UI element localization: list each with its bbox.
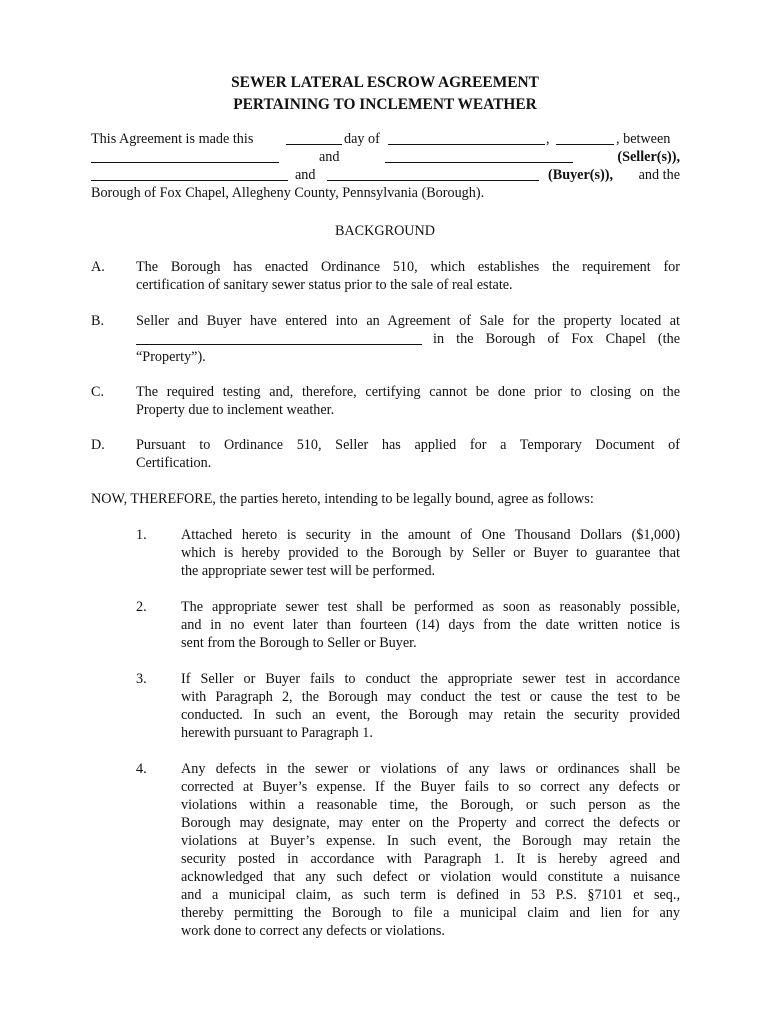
paragraph-text — [181, 526, 680, 580]
text-line: sent from the Borough to Seller or Buyer. — [181, 635, 417, 651]
item-text — [136, 436, 680, 472]
intro-paragraph — [91, 130, 680, 202]
text-line: work done to correct any defects or violations. — [181, 923, 445, 939]
paragraph-text — [181, 670, 680, 742]
text-line: thereby permitting the Borough to file a municipal claim and lien for any — [181, 905, 680, 921]
day-blank[interactable] — [286, 130, 342, 145]
text-line: the appropriate sewer test will be performed. — [181, 563, 436, 579]
text-line: “Property”). — [136, 349, 206, 365]
intro-between: , between — [616, 131, 671, 147]
buyer-2-blank[interactable] — [327, 166, 539, 181]
text-line: in the Borough of Fox Chapel (the — [433, 331, 680, 347]
text-line: with Paragraph 2, the Borough may conduct the test or cause the test to be — [181, 689, 680, 705]
intro-made-this: This Agreement is made this — [91, 131, 254, 147]
document-title — [0, 72, 770, 116]
text-line: Borough may designate, may enter on the Property and correct the defects or — [181, 815, 680, 831]
text-line: conducted. In such an event, the Borough may retain the security provided — [181, 707, 680, 723]
property-address-blank[interactable] — [136, 330, 422, 345]
intro-line-4: Borough of Fox Chapel, Allegheny County, Pennsylvania (Borough). — [91, 185, 485, 201]
text-line: certification of sanitary sewer status prior to the sale of real estate. — [136, 277, 513, 293]
item-marker: C. — [91, 384, 105, 400]
item-marker: D. — [91, 437, 105, 453]
text-line: Any defects in the sewer or violations of any laws or ordinances shall be — [181, 761, 680, 777]
text-line: which is hereby provided to the Borough by Seller or Buyer to guarantee that — [181, 545, 680, 561]
text-line: The required testing and, therefore, certifying cannot be done prior to closing on the — [136, 384, 680, 400]
text-line: corrected at Buyer’s expense. If the Buyer fails to so correct any defects or — [181, 779, 680, 795]
text-line: Attached hereto is security in the amount of One Thousand Dollars ($1,000) — [181, 527, 680, 543]
month-blank[interactable] — [388, 130, 545, 145]
text-line: If Seller or Buyer fails to conduct the appropriate sewer test in accordance — [181, 671, 680, 687]
paragraph-text — [181, 598, 680, 652]
text-line: violations within a reasonable time, the Borough, or such person as the — [181, 797, 680, 813]
text-line: and in no event later than fourteen (14) days from the date written notice is — [181, 617, 680, 633]
buyer-label: (Buyer(s)), — [548, 167, 614, 183]
text-line: acknowledged that any such defect or violation would constitute a nuisance — [181, 869, 680, 885]
intro-line-2 — [91, 148, 680, 166]
seller-2-blank[interactable] — [385, 148, 573, 163]
buyer-1-blank[interactable] — [91, 166, 288, 181]
text-line: The appropriate sewer test shall be performed as soon as reasonably possible, — [181, 599, 680, 615]
seller-1-blank[interactable] — [91, 148, 279, 163]
paragraph-text — [181, 760, 680, 940]
title-line-2: PERTAINING TO INCLEMENT WEATHER — [233, 96, 537, 113]
item-text — [136, 312, 680, 366]
intro-line-1 — [91, 130, 680, 148]
text-line: Pursuant to Ordinance 510, Seller has applied for a Temporary Document of — [136, 437, 680, 453]
text-line: Seller and Buyer have entered into an Agreement of Sale for the property located at — [136, 313, 680, 329]
item-text — [136, 383, 680, 419]
item-marker: B. — [91, 313, 105, 329]
item-marker: A. — [91, 259, 105, 275]
intro-and-1: and — [319, 149, 340, 165]
intro-day-of: day of — [344, 131, 380, 147]
now-therefore-lead: NOW, THEREFORE — [91, 491, 213, 507]
intro-and-the: and the — [638, 167, 680, 183]
intro-line-3 — [91, 166, 680, 184]
background-heading: BACKGROUND — [334, 223, 436, 239]
item-text — [136, 258, 680, 294]
intro-comma: , — [546, 131, 550, 147]
text-line: The Borough has enacted Ordinance 510, which establishes the requirement for — [136, 259, 680, 275]
seller-label: (Seller(s)), — [617, 149, 680, 165]
text-line: herewith pursuant to Paragraph 1. — [181, 725, 373, 741]
paragraph-marker: 1. — [136, 527, 147, 543]
text-line: Property due to inclement weather. — [136, 402, 335, 418]
property-address-line — [136, 330, 680, 348]
text-line: violations at Buyer’s expense. In such event, the Borough may retain the — [181, 833, 680, 849]
year-blank[interactable] — [556, 130, 614, 145]
text-line: Certification. — [136, 455, 212, 471]
intro-and-2: and — [295, 167, 316, 183]
paragraph-marker: 2. — [136, 599, 147, 615]
paragraph-marker: 3. — [136, 671, 147, 687]
now-therefore-clause — [91, 490, 680, 508]
text-line: security posted in accordance with Paragraph 1. It is hereby agreed and — [181, 851, 680, 867]
text-line: and a municipal claim, as such term is defined in 53 P.S. §7101 et seq., — [181, 887, 680, 903]
now-therefore-rest: , the parties hereto, intending to be legally bound, agree as follows: — [212, 491, 594, 507]
paragraph-marker: 4. — [136, 761, 147, 777]
title-line-1: SEWER LATERAL ESCROW AGREEMENT — [231, 74, 539, 91]
